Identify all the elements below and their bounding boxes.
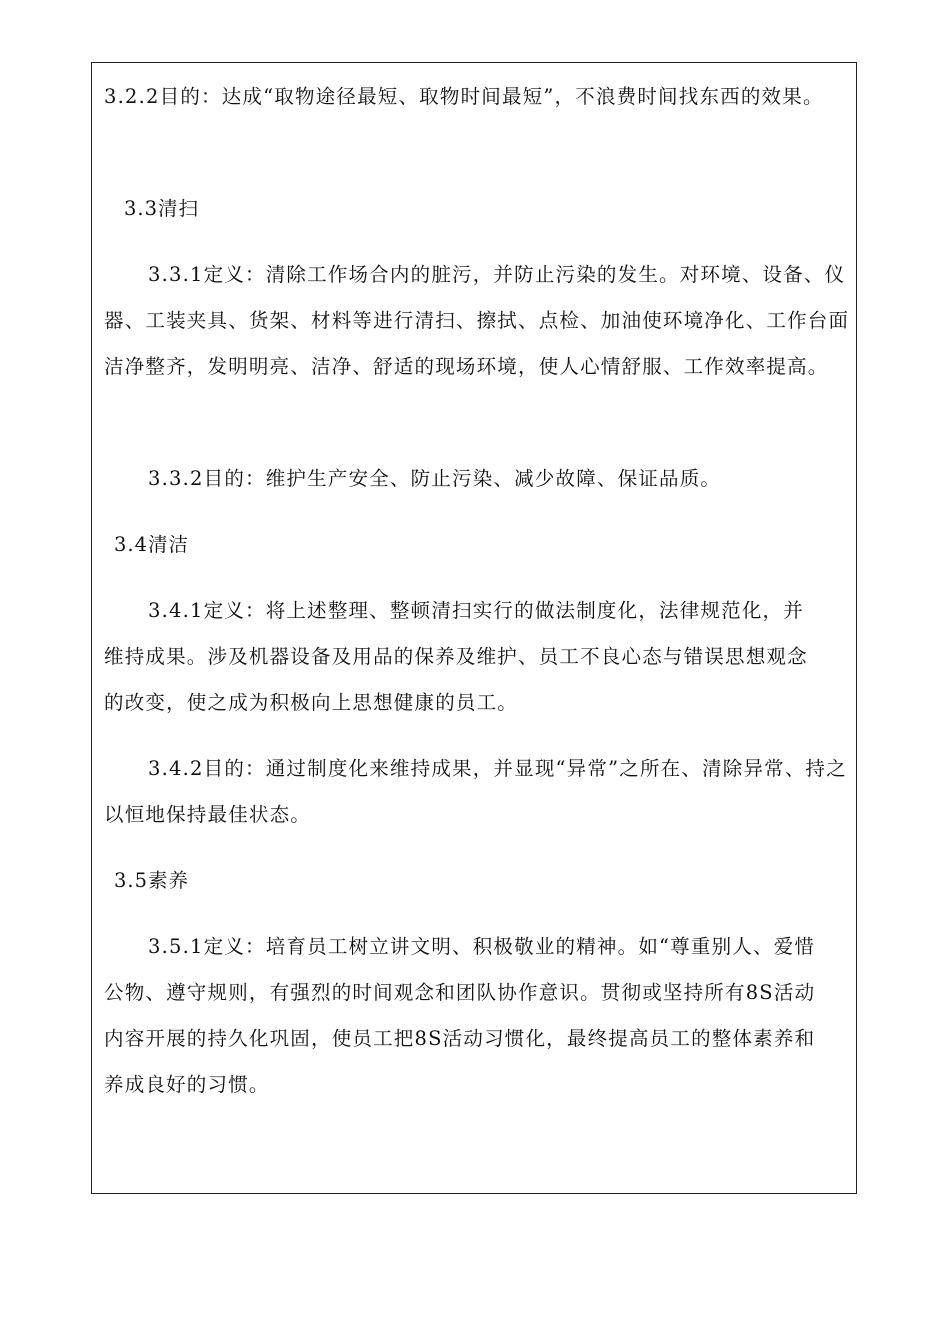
paragraph-3-3-2: 3.3.2目的：维护生产安全、防止污染、减少故障、保证品质。 (148, 467, 722, 490)
heading-3-4: 3.4清洁 (114, 533, 190, 556)
heading-3-5: 3.5素养 (114, 869, 190, 892)
paragraph-3-4-2: 3.4.2目的：通过制度化来维持成果，并显现“异常”之所在、清除异常、持之以恒地保持最佳状态。 (104, 757, 847, 826)
paragraph-3-5-1: 3.5.1定义：培育员工树立讲文明、积极敬业的精神。如“尊重别人、爱惜公物、遵守规则，有强烈的时间观念和团队协作意识。贯彻或坚持所有8S活动内容开展的持久化巩固，使员工把8S活动习惯化，最终提高员工的整体素养和养成良好的习惯。 (104, 935, 816, 1096)
heading-3-3: 3.3清扫 (124, 197, 200, 220)
paragraph-3-3-1: 3.3.1定义：清除工作场合内的脏污，并防止污染的发生。对环境、设备、仪器、工装夹具、货架、材料等进行清扫、擦拭、点检、加油使环境净化、工作台面洁净整齐，发明明亮、洁净、舒适的现场环境，使人心情舒服、工作效率提高。 (104, 263, 850, 378)
paragraph-3-2-2: 3.2.2目的：达成“取物途径最短、取物时间最短”，不浪费时间找东西的效果。 (104, 85, 824, 108)
paragraph-3-4-1: 3.4.1定义：将上述整理、整顿清扫实行的做法制度化，法律规范化，并维持成果。涉及机器设备及用品的保养及维护、员工不良心态与错误思想观念的改变，使之成为积极向上思想健康的员工。 (104, 599, 808, 714)
